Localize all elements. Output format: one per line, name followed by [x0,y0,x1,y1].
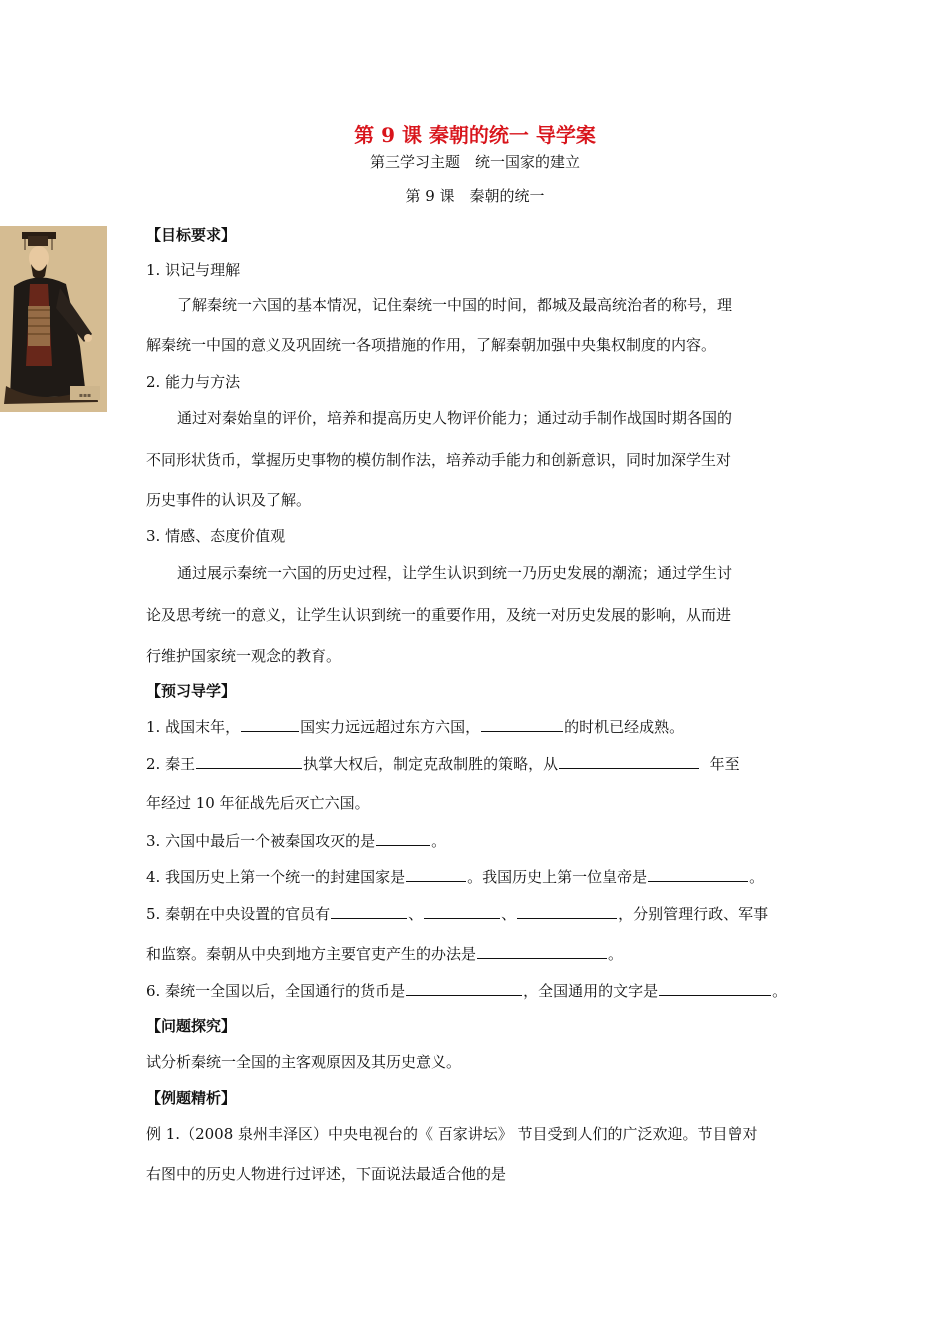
goal-item-3-text: 论及思考统一的意义，让学生认识到统一的重要作用，及统一对历史发展的影响，从而进 [146,606,732,624]
goal-item-2-text: 历史事件的认识及了解。 [146,491,312,509]
answer-blank[interactable] [659,980,771,996]
lesson-title: 第 9 课 秦朝的统一 [405,187,545,205]
question-2: 2. 秦王 执掌大权后，制定克敌制胜的策略，从 年至 [146,755,740,773]
goal-item-1-text: 解秦统一中国的意义及巩固统一各项措施的作用，了解秦朝加强中央集权制度的内容。 [146,336,717,354]
answer-blank[interactable] [477,943,607,959]
example-heading: 【例题精析】 [146,1089,237,1107]
preview-heading: 【预习导学】 [146,682,237,700]
answer-blank[interactable] [406,866,466,882]
goal-item-3-text: 行维护国家统一观念的教育。 [146,647,342,665]
goal-item-2-text: 不同形状货币，掌握历史事物的模仿制作法，培养动手能力和创新意识，同时加深学生对 [146,451,732,469]
portrait-illustration [0,226,107,412]
goal-item-2-text: 通过对秦始皇的评价，培养和提高历史人物评价能力；通过动手制作战国时期各国的 [177,409,733,427]
goal-item-2-title: 2. 能力与方法 [146,373,241,391]
answer-blank[interactable] [559,753,699,769]
inquiry-text: 试分析秦统一全国的主客观原因及其历史意义。 [146,1053,462,1071]
goal-item-1-title: 1. 识记与理解 [146,261,241,279]
question-4: 4. 我国历史上第一个统一的封建国家是 。我国历史上第一位皇帝是 。 [146,868,765,886]
emperor-portrait-image [0,226,107,412]
answer-blank[interactable] [424,903,500,919]
answer-blank[interactable] [517,903,617,919]
page-title: 第 9 课 秦朝的统一 导学案 [354,123,596,147]
goal-item-1-text: 了解秦统一六国的基本情况，记住秦统一中国的时间，都城及最高统治者的称号，理 [177,296,733,314]
inquiry-heading: 【问题探究】 [146,1017,237,1035]
goals-heading: 【目标要求】 [146,226,237,244]
question-6: 6. 秦统一全国以后，全国通行的货币是 ，全国通用的文字是 。 [146,982,788,1000]
svg-text:▪▪▪: ▪▪▪ [78,392,92,399]
question-5: 5. 秦朝在中央设置的官员有 、 、 ，分别管理行政、军事 [146,905,769,923]
goal-item-3-text: 通过展示秦统一六国的历史过程，让学生认识到统一乃历史发展的潮流；通过学生讨 [177,564,733,582]
question-2-cont: 年经过 10 年征战先后灭亡六国。 [146,794,370,812]
question-1: 1. 战国末年， 国实力远远超过东方六国， 的时机已经成熟。 [146,718,685,736]
answer-blank[interactable] [481,716,563,732]
answer-blank[interactable] [406,980,522,996]
answer-blank[interactable] [331,903,407,919]
example-text: 右图中的历史人物进行过评述，下面说法最适合他的是 [146,1165,507,1183]
example-text: 例 1.（2008 泉州丰泽区）中央电视台的《 百家讲坛》 节目受到人们的广泛欢迎。节目曾对 [146,1125,758,1143]
answer-blank[interactable] [241,716,299,732]
answer-blank[interactable] [196,753,302,769]
question-3: 3. 六国中最后一个被秦国攻灭的是 。 [146,832,447,850]
answer-blank[interactable] [648,866,748,882]
goal-item-3-title: 3. 情感、态度价值观 [146,527,286,545]
answer-blank[interactable] [376,830,430,846]
page-subtitle: 第三学习主题 统一国家的建立 [369,153,580,171]
question-5-cont: 和监察。秦朝从中央到地方主要官吏产生的办法是 。 [146,945,624,963]
